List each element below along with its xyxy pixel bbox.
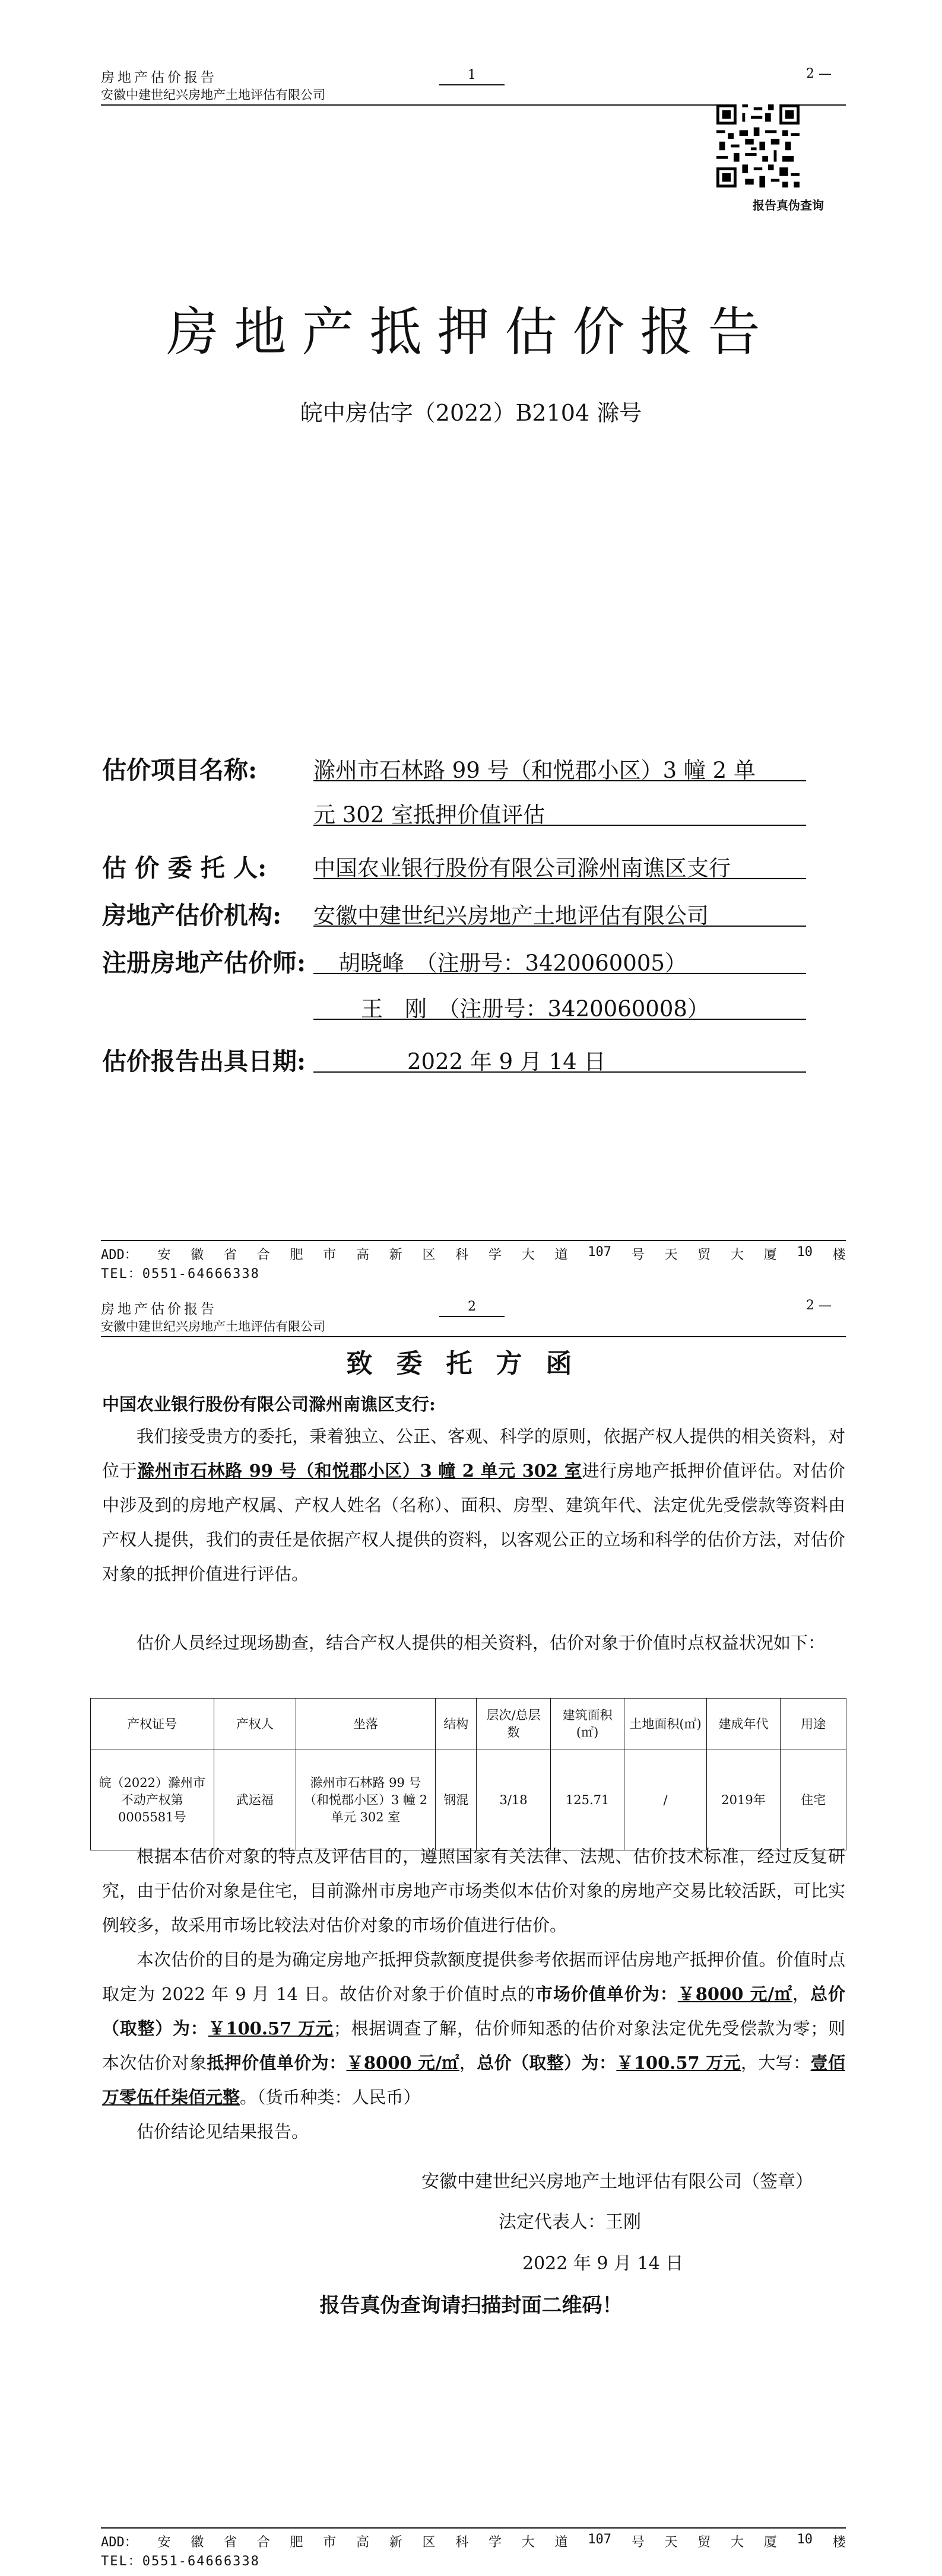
paragraph-1: 我们接受贵方的委托，秉着独立、公正、客观、科学的原则，依据产权人提供的相关资料，对位于滁州市石林路 99 号（和悦郡小区）3 幢 2 单元 302 室进行房地产抵押价值评估。对估价中涉及到的房地产权属、产权人姓名（名称）、面积、房型、建筑年代、法定优先受偿款等资料由产权人提供，我们的责任是依据产权人提供的资料，以客观公正的立场和科学的估价方法，对估价对象的抵押价值进行评估。 [102,1426,845,1584]
table-header-cell: 建筑面积(㎡) [550,1699,624,1750]
footer-divider [101,2527,846,2529]
underline [313,973,806,974]
appraiser-2: 王 刚 （注册号：3420060008） [361,996,709,1022]
header-company: 安徽中建世纪兴房地产土地评估有限公司 [101,88,325,102]
header-company: 安徽中建世纪兴房地产土地评估有限公司 [101,1319,325,1334]
underline [313,780,806,781]
client-label: 估 价 委 托 人: [102,854,267,882]
table-cell: / [624,1750,706,1850]
issue-date-label: 估价报告出具日期: [102,1047,306,1076]
underline [313,1019,806,1020]
paragraph-3: 根据本估价对象的特点及评估目的，遵照国家有关法律、法规、估价技术标准，经过反复研究，由于估价对象是住宅，目前滁州市房地产市场类似本估价对象的房地产交易比较活跃，可比实例较多，故采用市场比较法对估价对象的市场价值进行估价。 [102,1846,845,1935]
table-cell: 2019年 [706,1750,781,1850]
table-cell: 住宅 [781,1750,846,1850]
page-number: 1 [439,66,505,85]
table-cell: 皖（2022）滁州市不动产权第0005581号 [91,1750,214,1850]
cover-page [0,0,942,1287]
underline [313,1071,806,1073]
report-number: 皖中房估字（2022）B2104 滁号 [300,400,642,426]
table-header-cell: 坐落 [296,1699,435,1750]
qr-caption: 报告真伪查询 [753,198,824,212]
table-cell: 3/18 [477,1750,551,1850]
signature-company: 安徽中建世纪兴房地产土地评估有限公司（签章） [421,2171,813,2192]
footer-address: ADD： 安 徽 省 合 肥 市 高 新 区 科 学 大 道 107 号 天 贸 大 厦 10 楼 [101,1245,846,1262]
header-doc-type: 房地产估价报告 [101,70,217,85]
signature-representative: 法定代表人：王刚 [499,2212,641,2232]
underline [313,825,806,826]
header-doc-type: 房地产估价报告 [101,1302,217,1317]
table-cell: 武运福 [214,1750,296,1850]
appraiser-1: 胡晓峰 （注册号：3420060005） [338,950,687,976]
table-header-cell: 土地面积(㎡) [624,1699,706,1750]
paragraph-2: 估价人员经过现场勘查，结合产权人提供的相关资料，估价对象于价值时点权益状况如下： [137,1633,826,1653]
footer-tel: TEL：0551-64666338 [101,2554,260,2569]
agency-label: 房地产估价机构: [102,901,282,930]
table-header-cell: 产权人 [214,1699,296,1750]
signature-date: 2022 年 9 月 14 日 [522,2253,684,2274]
table-cell: 钢混 [436,1750,477,1850]
table-header-cell: 层次/总层数 [477,1699,551,1750]
client-value: 中国农业银行股份有限公司滁州南谯区支行 [313,856,731,881]
appraiser-label: 注册房地产估价师: [102,949,306,977]
table-cell: 滁州市石林路 99 号（和悦郡小区）3 幢 2 单元 302 室 [296,1750,435,1850]
table-cell: 125.71 [550,1750,624,1850]
letter-title: 致委托方函 [346,1349,596,1379]
footer-divider [101,1240,846,1241]
table-header-cell: 建成年代 [706,1699,781,1750]
verification-note: 报告真伪查询请扫描封面二维码！ [319,2294,623,2317]
footer-tel: TEL：0551-64666338 [101,1267,260,1281]
table-header-cell: 用途 [781,1699,846,1750]
underline [313,926,806,927]
footer-address: ADD： 安 徽 省 合 肥 市 高 新 区 科 学 大 道 107 号 天 贸 大 厦 10 楼 [101,2532,846,2550]
page-number: 2 [439,1298,505,1317]
property-table [90,1698,846,1850]
table-header-cell: 结构 [436,1699,477,1750]
qr-code-icon[interactable] [716,104,800,187]
project-name-line1: 滁州市石林路 99 号（和悦郡小区）3 幢 2 单 [313,758,756,783]
table-row [91,1750,846,1850]
project-name-label: 估价项目名称: [102,756,258,784]
paragraph-4: 本次估价的目的是为确定房地产抵押贷款额度提供参考依据而评估房地产抵押价值。价值时点取定为 2022 年 9 月 14 日。故估价对象于价值时点的市场价值单价为：￥8000 元/㎡，总价（取整）为：￥100.57 万元；根据调查了解，估价师知悉的估价对象法定优先受偿款为零；则本次估价对象抵押价值单价为：￥8000 元/㎡，总价（取整）为：￥100.57 万元，大写：壹佰万零伍仟柒佰元整。（货币种类：人民币） [102,1950,845,2107]
paragraph-5: 估价结论见结果报告。 [137,2122,309,2142]
project-name-line2: 元 302 室抵押价值评估 [313,802,545,828]
header-divider [101,1336,846,1337]
table-header-row [91,1699,846,1750]
agency-value: 安徽中建世纪兴房地产土地评估有限公司 [313,903,709,928]
page-total: 2 — [806,66,832,81]
page-total: 2 — [806,1298,832,1313]
underline [313,878,806,879]
report-title: 房地产抵押估价报告 [166,301,776,362]
letter-addressee: 中国农业银行股份有限公司滁州南谯区支行: [102,1394,436,1414]
issue-date-value: 2022 年 9 月 14 日 [407,1049,606,1074]
table-header-cell: 产权证号 [91,1699,214,1750]
